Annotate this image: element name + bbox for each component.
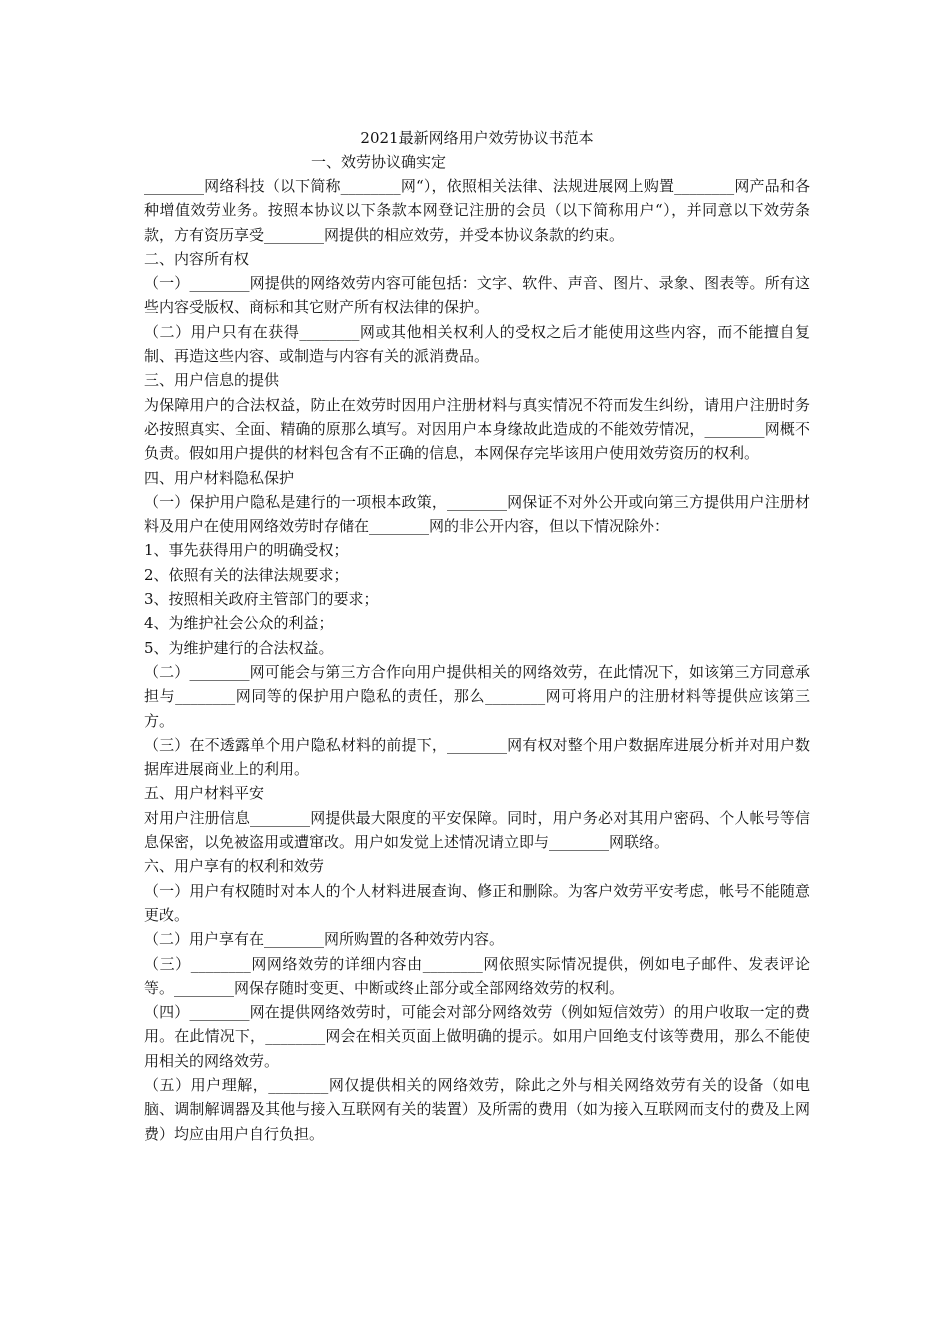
paragraph: （四）________网在提供网络效劳时，可能会对部分网络效劳（例如短信效劳）的用户收取一定的费用。在此情况下，________网会在相关页面上做明确的提示。如用户回绝支付该等费用，那么不能使用相关的网络效劳。 (144, 1003, 810, 1070)
document-page (144, 126, 810, 1146)
paragraph: ________网络科技（以下简称________网“），依照相关法律、法规进展网上购置________网产品和各种增值效劳业务。按照本协议以下条款本网登记注册的会员（以下简称用户“），并同意以下效劳条款，方有资历享受________网提供的相应效劳，并受本协议条款的约束。 (144, 177, 811, 244)
section-heading: 二、内容所有权 (144, 249, 250, 268)
paragraph: （五）用户理解，________网仅提供相关的网络效劳，除此之外与相关网络效劳有关的设备（如电脑、调制解调器及其他与接入互联网有关的装置）及所需的费用（如为接入互联网而支付的费及上网费）均应由用户自行负担。 (144, 1075, 810, 1143)
paragraph: （一）用户有权随时对本人的个人材料进展查询、修正和删除。为客户效劳平安考虑，帐号不能随意更改。 (144, 881, 810, 924)
section-1-heading: 一、效劳协议确实定 (311, 153, 447, 171)
document-title: 2021最新网络用户效劳协议书范本 (360, 129, 594, 147)
list-item: 5、为维护建行的合法权益。 (144, 638, 334, 657)
section-heading: 五、用户材料平安 (144, 784, 265, 803)
list-item: 3、按照相关政府主管部门的要求； (144, 590, 379, 609)
list-item: 1、事先获得用户的明确受权； (144, 541, 349, 560)
paragraph: （二）________网可能会与第三方合作向用户提供相关的网络效劳，在此情况下，如该第三方同意承担与________网同等的保护用户隐私的责任，那么________网可将用户的注册材料等提供应该第三方。 (144, 662, 810, 730)
paragraph: 对用户注册信息________网提供最大限度的平安保障。同时，用户务必对其用户密码、个人帐号等信息保密，以免被盗用或遭窜改。用户如发觉上述情况请立即与________网联络。 (144, 808, 810, 852)
list-item: 2、依照有关的法律法规要求； (144, 565, 349, 584)
paragraph: 为保障用户的合法权益，防止在效劳时因用户注册材料与真实情况不符而发生纠纷，请用户注册时务必按照真实、全面、精确的原那么填写。对因用户本身缘故此造成的不能效劳情况，________网概不负责。假如用户提供的材料包含有不正确的信息，本网保存完毕该用户使用效劳资历的权利。 (144, 395, 810, 463)
document-body (144, 174, 810, 1146)
paragraph: （三）在不透露单个用户隐私材料的前提下，________网有权对整个用户数据库进展分析并对用户数据库进展商业上的利用。 (144, 735, 810, 779)
section-heading: 六、用户享有的权利和效劳 (144, 857, 325, 876)
paragraph: （一）________网提供的网络效劳内容可能包括：文字、软件、声音、图片、录象、图表等。所有这些内容受版权、商标和其它财产所有权法律的保护。 (144, 274, 810, 317)
paragraph: （二）用户只有在获得________网或其他相关权利人的受权之后才能使用这些内容，而不能擅自复制、再造这些内容、或制造与内容有关的派消费品。 (144, 322, 810, 366)
paragraph: （二）用户享有在________网所购置的各种效劳内容。 (144, 930, 505, 949)
section-heading: 四、用户材料隐私保护 (144, 468, 295, 487)
paragraph: （三）________网网络效劳的详细内容由________网依照实际情况提供，例如电子邮件、发表评论等。________网保存随时变更、中断或终止部分或全部网络效劳的权利。 (144, 954, 810, 997)
section-heading: 三、用户信息的提供 (144, 371, 280, 390)
paragraph: （一）保护用户隐私是建行的一项根本政策，________网保证不对外公开或向第三方提供用户注册材料及用户在使用网络效劳时存储在________网的非公开内容，但以下情况除外： (144, 492, 810, 536)
list-item: 4、为维护社会公众的利益； (144, 614, 334, 633)
